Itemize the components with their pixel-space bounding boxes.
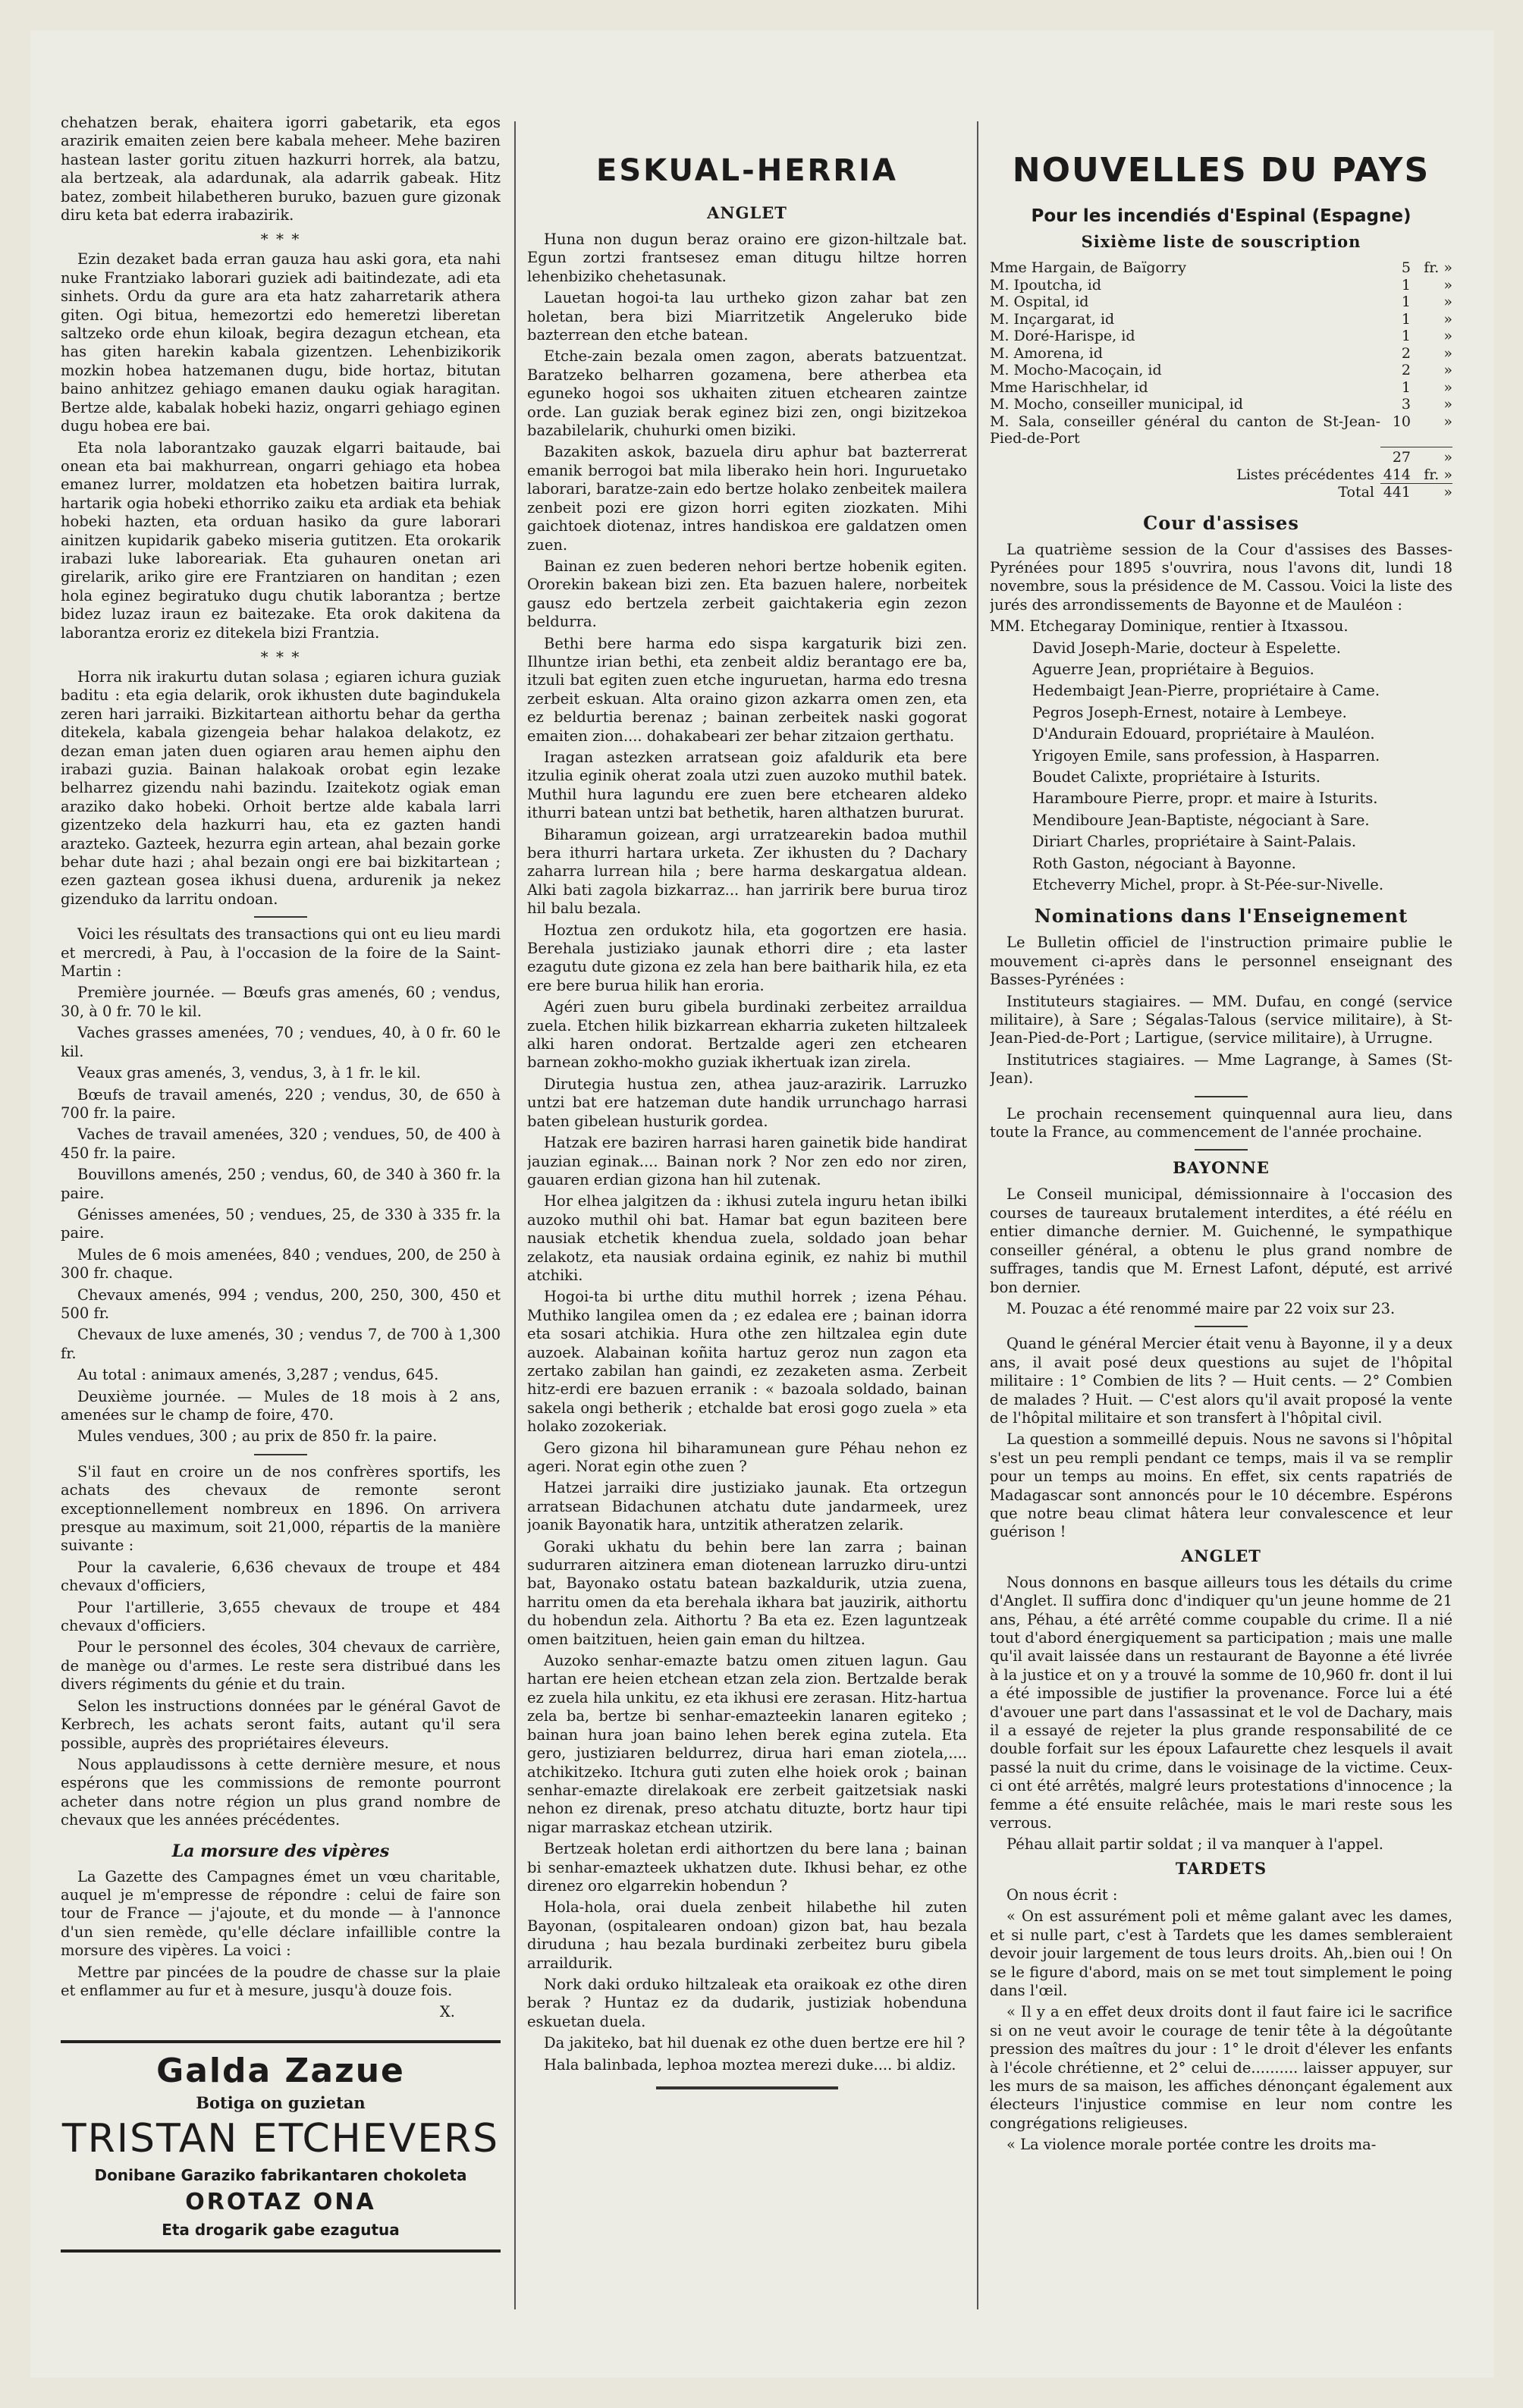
mercier-paragraph: Quand le général Mercier était venu à Bayonne, il y a deux ans, il avait posé deux questions au sujet de l'hôpital militaire : 1° Combien de lits ? — Huit cents. — 2° Combien de malades ? Huit. — C'est alors qu'il avait proposé la vente de l'hôpital militaire et son transfert à l'hôpital civil. [990,1335,1452,1427]
subtotal-amount: 27 [1380,447,1411,466]
column-left [61,114,501,2332]
juror-item: Aguerre Jean, propriétaire à Beguios. [1032,660,1314,678]
market-paragraph: Au total : animaux amenés, 3,287 ; vendus, 645. [77,1366,439,1384]
nominations-heading: Nominations dans l'Enseignement [1034,905,1408,928]
juror-item: Diriart Charles, propriétaire à Saint-Palais. [1032,833,1357,851]
total-label: Total [1338,483,1374,501]
short-divider [254,916,307,918]
nominations-paragraph: Institutrices stagiaires. — Mme Lagrange, à Sames (St-Jean). [990,1050,1452,1088]
row-amount: 2 [1401,344,1411,362]
horses-paragraph: Pour le personnel des écoles, 304 chevaux de carrière, de manège ou d'armes. Le reste sera distribué dans les divers régiments du génie et du train. [61,1638,501,1694]
paragraph: Agéri zuen buru gibela burdinaki zerbeitez arraildua zuela. Etchen hilik bizkarrean ekharria zuketen hiltzaleek alki haren ondorat. Bertzalde ageri zen etchearen barnean zokho-mokho guziak ikhertuak izan zirela. [527,998,967,1072]
horses-paragraph: S'il faut en croire un de nos confrères sportifs, les achats des chevaux de remonte seront exceptionnellement nombreux en 1896. On arrivera presque au maximum, soit 21,000, répartis de la manière suivante : [61,1462,501,1555]
row-name: M. Mocho-Macoçain, id [990,362,1162,378]
ad-name: TRISTAN ETCHEVERS [61,2115,500,2162]
juror-item: Haramboure Pierre, propr. et maire à Isturits. [1032,790,1378,808]
row-unit: » [1443,310,1452,328]
paragraph: Hoztua zen ordukotz hila, eta gogortzen ere hasia. Berehala justiziako jaunak ethorri dire ; eta laster ezagutu dute gizona ez zela han bere baitharik hila, ez eta ere bere burua hilik han eroria. [527,921,967,994]
paragraph: Auzoko senhar-emazte batzu omen zituen lagun. Gau hartan ere heien etchean etzan zela zion. Bertzalde berak ez zuela hila unkitu, ez eta ikhusi ere zerasan. Hitz-hartua zela ba, bertze bi senhar-emazteekin lanaren egiteko ; bainan hura joan baino lehen berek egina zutela. Eta gero, justiziaren beldurrez, dirua hari eman ziotela,.... atchikitzeko. Itchura guti zuten elhe hoiek orok ; bainan senhar-emazte direlakoak ere zerbeit gaitzetsiak naski nehon ez direnak, preso atchatu dituzte, bortz haur tipi nigar marraskaz etchean utzirik. [527,1652,967,1836]
market-paragraph: Chevaux amenés, 994 ; vendus, 200, 250, 300, 450 et 500 fr. [61,1286,501,1322]
tardets-paragraph: On nous écrit : [1006,1885,1118,1904]
end-divider [656,2086,838,2089]
ad-line: Donibane Garaziko fabrikantaren chokoleta [94,2165,467,2184]
juror-item: Mendiboure Jean-Baptiste, négociant à Sare. [1032,811,1370,829]
bayonne-heading: BAYONNE [1173,1158,1270,1178]
bayonne-paragraph: M. Pouzac a été renommé maire par 22 voix sur 23. [1006,1299,1396,1317]
table-row [990,277,1452,294]
paragraph: Goraki ukhatu du behin bere lan zarra ; bainan sudurraren aitzinera eman diotenean larruzko diru-untzi bat, Bayonako ostatu batean bazkaldurik, utzia zuena, harritu omen da eta berehala ikhara bat jauzirik, aithortu du hobendun zela. Aithortu ? Ba eta ez. Ezen laguntzeak omen baitzituen, heien gain eman du hiltzea. [527,1537,967,1648]
row-amount: 5 [1401,259,1411,276]
paragraph: Iragan astezken arratsean goiz afaldurik eta bere itzulia eginik oherat zoala utzi zuen auzoko muthil batek. Muthil hura lagundu ere zuen bere etchearen aldeko ithurri batean untzi bat bethetik, haren althatzen bururat. [527,748,967,822]
census-paragraph: Le prochain recensement quinquennal aura lieu, dans toute la France, au commencement de l'année prochaine. [990,1104,1452,1141]
paragraph: Nork daki orduko hiltzaleak eta oraikoak ez othe diren berak ? Huntaz ez da dudarik, justiziak hobenduna eskuetan duela. [527,1975,967,2030]
subscription-table [990,259,1452,501]
table-row [990,413,1452,447]
column-right [990,114,1452,2332]
vipers-heading: La morsure des vipères [171,1841,390,1861]
intro-paragraph: chehatzen berak, ehaitera igorri gabetarik, eta egos arazirik emaiten zeien bere kabala meheer. Mehe baziren hastean laster goritu zituen hazkurri horrek, ala batzu, ala bertzeak, ala adardunak, ala adarrik gabeak. Hitz batez, zombeit hilabetheren buruko, bazuen gure gizonak diru keta bat ederra irabazirik. [61,114,501,224]
row-name: M. Mocho, conseiller municipal, id [990,396,1243,413]
paragraph: Lauetan hogoi-ta lau urtheko gizon zahar bat zen holetan, bera bizi Miarritzetik Angeleruko bide bazterrean den etche batean. [527,289,967,344]
ad-brand: OROTAZ ONA [185,2188,376,2215]
short-divider [1195,1096,1248,1097]
row-name: M. Sala, conseiller général du canton de St-Jean-Pied-de-Port [990,413,1380,447]
row-name: Mme Harischhelar, id [990,378,1148,396]
paragraph: Hatzei jarraiki dire justiziako jaunak. Eta ortzegun arratsean Bidachunen atchatu dute jandarmeek, urez joanik Bayonatik hara, untzitik atheratzen zelarik. [527,1479,967,1534]
market-paragraph: Voici les résultats des transactions qui ont eu lieu mardi et mercredi, à Pau, à l'occasion de la foire de la Saint-Martin : [61,925,501,981]
juror-item: Pegros Joseph-Ernest, notaire à Lembeye. [1032,703,1347,721]
table-row [990,396,1452,413]
vipers-signature: X. [439,2003,455,2021]
market-paragraph: Chevaux de luxe amenés, 30 ; vendus 7, de 700 à 1,300 fr. [61,1326,501,1362]
column-rule-right [977,121,978,2309]
juror-item: Roth Gaston, négociant à Bayonne. [1032,854,1296,872]
subtotal-unit: » [1411,447,1452,466]
row-unit: » [1443,276,1452,294]
row-amount: 2 [1401,362,1411,378]
paragraph: Hola-hola, orai duela zenbeit hilabethe hil zuten Bayonan, (ospitalearen ondoan) gizon bat, hau bezala diruduna ; hau bezala burdinaki zerbeitez buru gibela arraildurik. [527,1898,967,1972]
row-unit: » [1443,378,1452,396]
paragraph: Eta nola laborantzako gauzak elgarri baitaude, bai onean eta bai makhurrean, ongarri gehiago eta hobea emanez lurrer, moldatzen eta hobetzen baitira lurrak, hartarik ogia hobeki ethorriko zaiku eta ardiak eta behiak hobeki hazten, eta orduan hasiko da gure laborari ainitzen kupidarik gabeko miseria gutitzen. Eta orokarik irabazi luke laboreariak. Eta guhauren onetan ari girelarik, ariko gire ere Frantziaren on handitan ; ezen hola eginez begiratuko dugu chutik laborantza ; bertze bidez luzaz iraun ez baitezake. Eta orok dakitena da laborantza eroriz ez ditekela bizi Frantzia. [61,438,501,642]
paragraph: Hor elhea jalgitzen da : ikhusi zutela inguru hetan ibilki auzoko muthil ohi bat. Hamar bat egun baziteen bere nausiak etchetik khendua zuela, soldado joan behar zelakotz, eta nausiak ordaina eginik, ez nahiz bi muthil atchiki. [527,1192,967,1284]
fire-subheading: Sixième liste de souscription [1081,232,1361,251]
advertisement [61,2040,501,2253]
ad-frame [61,2040,501,2253]
previous-amount: 414 [1383,466,1411,483]
table-row [990,379,1452,397]
market-paragraph: Vaches de travail amenées, 320 ; vendues, 50, de 400 à 450 fr. la paire. [61,1126,501,1162]
table-row [990,328,1452,345]
short-divider [254,1454,307,1455]
tardets-paragraph: « On est assurément poli et même galant avec les dames, et si nulle part, c'est à Tardets que les dames sembleraient devoir jouir largement de tous leurs droits. Ah,.bien oui ! On se le figure d'abord, mais on se met tout simplement le poing dans l'œil. [990,1907,1452,1999]
juror-item: Yrigoyen Emile, sans profession, à Hasparren. [1032,746,1380,764]
column-middle [527,114,967,2332]
market-paragraph: Veaux gras amenés, 3, vendus, 3, à 1 fr. le kil. [77,1064,421,1082]
tardets-paragraph: « Il y a en effet deux droits dont il faut faire ici le sacrifice si on ne veut avoir le courage de tenir tête à la dégoûtante pression des maîtres du jour : 1° le droit d'élever les enfants à l'école chrétienne, et 2° celui de.......... laisser appuyer, sur les murs de sa maison, les affiches dénonçant également aux électeurs l'injustice commise en leur nom contre les congrégations religieuses. [990,2003,1452,2132]
short-divider [1195,1326,1248,1327]
table-row [990,294,1452,311]
paragraph: Bainan ez zuen bederen nehori bertze hobenik egiten. Ororekin bakean bizi zen. Eta bazuen halere, norbeitek gausz edo bertzela zerbeit gaichtakeria egin zezon beldurra. [527,557,967,631]
row-unit: » [1443,413,1452,430]
table-row [990,311,1452,328]
paragraph: Hatzak ere baziren harrasi haren gainetik bide handirat jauzian eginak.... Bainan nork ? Nor zen edo nor ziren, gauaren erdian gizona han hil zutenak. [527,1134,967,1188]
vipers-paragraph: La Gazette des Campagnes émet un vœu charitable, auquel je m'empresse de répondre : celui de faire son tour de France — j'ajoute, et du monde — à l'annonce d'un sien remède, qu'elle déclare infaillible contre la morsure des vipères. La voici : [61,1867,501,1960]
row-unit: » [1443,362,1452,378]
row-unit: » [1443,396,1452,413]
paragraph: Ezin dezaket bada erran gauza hau aski gora, eta nahi nuke Frantziako laborari guziek adi baitindezate, adi eta sinhets. Ordu da gure ara eta hatz zaharretarik athera giten. Ogi bitua, hemezortzi edo hemeretzi liberetan saltzeko orde ehun kiloak, begira dezagun etchean, eta has giten harekin kabala gizentzen. Lehenbizikorik mozkin hobea hatzemanen dugu, bide hortaz, bitutan baino anhitzez gehiago emanen dauku ogiak haragitan. Bertze alde, kabalak hobeki haziz, ongarri gehiago eginen dugu hobea ere bai. [61,250,501,435]
mercier-paragraph: La question a sommeillé depuis. Nous ne savons si l'hôpital s'est un peu rempli pendant ce temps, mais il va se remplir pour un temps au moins. En effet, six cents rapatriés de Madagascar sont annoncés pour le 10 décembre. Espérons que notre beau climat hâtera leur convalescence et leur guérison ! [990,1430,1452,1541]
ad-tagline: Eta drogarik gabe ezagutua [162,2220,400,2239]
anglet-paragraph: Péhau allait partir soldat ; il va manquer à l'appel. [1006,1835,1383,1854]
vipers-paragraph: Mettre par pincées de la poudre de chasse sur la plaie et enflammer au fur et à mesure, jusqu'à douze fois. [61,1963,501,1999]
bayonne-paragraph: Le Conseil municipal, démissionnaire à l'occasion des courses de taureaux brutalement interdites, a été réélu en entier dimanche dernier. M. Guichenné, le sympathique conseiller général, a obtenu le plus grand nombre de suffrages, tandis que M. Ernest Lafont, député, est arrivé bon dernier. [990,1185,1452,1296]
row-amount: 3 [1401,396,1411,413]
assises-heading: Cour d'assises [1143,511,1299,534]
paragraph: Etche-zain bezala omen zagon, aberats batzuentzat. Baratzeko belharren gozamena, bere atherbea eta eguneko hogoi sos ukhaiten zituen etchearen zaintze orde. Lan guziak berak eginez bizi zen, ongi bizitzekoa bazabilelarik, chuhurki omen biziki. [527,347,967,440]
separator-stars: * * * [260,647,301,666]
row-amount: 1 [1401,276,1411,294]
paragraph: Bethi bere harma edo sispa kargaturik bizi zen. Ilhuntze irian bethi, eta zenbeit aldiz berantago ere ba, itzuli bat egiten zuen etche inguruetan, harma edo tresna zerbeit eskuan. Alta oraino gizon azkarra omen zen, eta ez beldurtia berenaz ; bainan zerbeitek naski gogorat emaiten zion.... dohakabeari zer behar zitzaion gerthatu. [527,634,967,745]
ad-title: Galda Zazue [156,2051,405,2090]
nominations-paragraph: Le Bulletin officiel de l'instruction primaire publie le mouvement ci-après dans le personnel enseignant des Basses-Pyrénées : [990,934,1452,989]
fire-heading: Pour les incendiés d'Espinal (Espagne) [1031,206,1412,226]
row-unit: » [1443,344,1452,362]
paragraph: Huna non dugun beraz oraino ere gizon-hiltzale bat. Egun zortzi frantsesez eman ditugu hiltze horren lehenbiziko chehetasunak. [527,231,967,285]
paragraph: Hogoi-ta bi urthe ditu muthil horrek ; izena Péhau. Muthiko langilea omen da ; ez edalea ere ; bainan idorra eta sosari atchikia. Hura othe zen hiltzalea egin dute auzoek. Alabainan koñita hartuz geroz nun zagon eta zertako zabilan han gaindi, ez zezaketen asma. Zerbeit hitz-erdi ere bazuen erranik : « bazoala soldado, bainan sakela ongi betherik ; etchalde bat erosi gogo zuela » eta holako zozokeriak. [527,1288,967,1436]
row-name: M. Doré-Harispe, id [990,328,1135,344]
horses-paragraph: Pour l'artillerie, 3,655 chevaux de troupe et 484 chevaux d'officiers. [61,1598,501,1635]
paragraph: Hala balinbada, lephoa moztea merezi duke.... bi aldiz. [544,2055,956,2074]
anglet-paragraph: Nous donnons en basque ailleurs tous les détails du crime d'Anglet. Il suffira donc d'indiquer qu'un jeune homme de 21 ans, Péhau, a été arrêté comme coupable du crime. Il a nié tout d'abord énergiquement sa participation ; mais une malle qu'il avait laissée dans un restaurant de Bayonne a été livrée à la justice et on y a trouvé la somme de 10,960 fr. dont il lui a été impossible de justifier la provenance. Force lui a été d'avouer une part dans l'assassinat et le vol de Dachary, mais il a essayé de rejeter la plus grande responsabilité de ce double forfait sur les époux Lafaurette chez lesquels il avait passé la nuit du crime, dans le voisinage de la victime. Ceux-ci ont été arrêtés, malgré leurs protestations d'innocence ; la femme a été ensuite relâchée, mais le mari reste sous les verrous. [990,1573,1452,1832]
market-paragraph: Deuxième journée. — Mules de 18 mois à 2 ans, amenées sur le champ de foire, 470. [61,1387,501,1424]
row-amount: 1 [1401,294,1411,310]
horses-paragraph: Nous applaudissons à cette dernière mesure, et nous espérons que les commissions de remonte pourront acheter dans notre région un plus grand nombre de chevaux que les années précédentes. [61,1755,501,1829]
juror-first: MM. Etchegaray Dominique, rentier à Itxassou. [990,617,1349,636]
market-paragraph: Vaches grasses amenées, 70 ; vendues, 40, à 0 fr. 60 le kil. [61,1024,501,1060]
juror-item: David Joseph-Marie, docteur à Espelette. [1032,639,1341,657]
table-row [990,345,1452,363]
row-unit: » [1443,328,1452,344]
market-paragraph: Bouvillons amenés, 250 ; vendus, 60, de 340 à 360 fr. la paire. [61,1166,501,1202]
row-amount: 1 [1401,310,1411,328]
market-paragraph: Bœufs de travail amenés, 220 ; vendus, 30, de 650 à 700 fr. la paire. [61,1085,501,1122]
row-amount: 10 [1392,413,1411,430]
subtotal-row [990,447,1452,466]
market-paragraph: Génisses amenées, 50 ; vendues, 25, de 330 à 335 fr. la paire. [61,1205,501,1242]
row-name: M. Ipoutcha, id [990,276,1102,294]
section-heading-anglet: ANGLET [707,203,787,222]
ad-subtitle: Botiga on guzietan [196,2092,366,2112]
previous-unit: fr. » [1424,466,1452,483]
newspaper-page [30,30,1494,2378]
assises-intro: La quatrième session de la Cour d'assises des Basses-Pyrénées pour 1895 s'ouvrira, nous l'avons dit, lundi 18 novembre, sous la présidence de M. Cassou. Voici la liste des jurés des arrondissements de Bayonne et de Mauléon : [990,540,1452,614]
previous-label: Listes précédentes [1236,466,1374,483]
previous-row [990,466,1452,484]
row-name: M. Amorena, id [990,344,1103,362]
anglet-heading: ANGLET [1181,1546,1261,1565]
row-name: Mme Hargain, de Baïgorry [990,259,1186,276]
juror-item: Boudet Calixte, propriétaire à Isturits. [1032,768,1320,786]
paragraph: Gero gizona hil biharamunean gure Péhau nehon ez ageri. Norat egin othe zuen ? [527,1439,967,1475]
column-rule-left [514,121,516,2309]
paragraph: Dirutegia hustua zen, athea jauz-arazirik. Larruzko untzi bat ere hatzeman dute handik urrunchago harrasi baten gibelean husturik gordea. [527,1075,967,1130]
masthead-eskual-herria: ESKUAL-HERRIA [596,153,898,188]
tardets-paragraph: « La violence morale portée contre les droits ma- [1006,2136,1377,2154]
juror-item: D'Andurain Edouard, propriétaire à Mauléon. [1032,725,1375,743]
row-amount: 1 [1401,328,1411,344]
horses-paragraph: Pour la cavalerie, 6,636 chevaux de troupe et 484 chevaux d'officiers, [61,1558,501,1595]
paragraph: Da jakiteko, bat hil duenak ez othe duen bertze ere hil ? [544,2034,966,2052]
table-row [990,259,1452,277]
paragraph: Biharamun goizean, argi urratzearekin badoa muthil bera ithurri hartara urketa. Zer ikhusten du ? Dachary zaharra lurrean hila ; bere harma deskargatua aldean. Alki bati zagola bizkarraz... han jarririk bere burua tiroz hil balu bezala. [527,825,967,918]
juror-item: Etcheverry Michel, propr. à St-Pée-sur-Nivelle. [1032,876,1384,893]
tardets-heading: TARDETS [1175,1858,1267,1878]
market-paragraph: Première journée. — Bœufs gras amenés, 60 ; vendus, 30, à 0 fr. 70 le kil. [61,984,501,1020]
row-amount: 1 [1401,378,1411,396]
total-row [990,484,1452,501]
juror-item: Hedembaigt Jean-Pierre, propriétaire à Came. [1032,682,1380,700]
market-paragraph: Mules vendues, 300 ; au prix de 850 fr. la paire. [77,1427,438,1446]
separator-stars: * * * [260,230,301,249]
total-unit: » [1411,484,1452,501]
row-unit: fr. » [1424,259,1452,276]
masthead-nouvelles: NOUVELLES DU PAYS [1012,151,1430,190]
paragraph: Bazakiten askok, bazuela diru aphur bat bazterrerat emanik berrogoi bat mila liberako hein hori. Inguruetako laborari, baratze-zain edo bertze holako zenbeitek mailera zenbeit pozi ere gizon horri egiten ziozkaten. Mihi gaichtoek diotenaz, intres handiskoa ere galdatzen omen zuen. [527,443,967,554]
nominations-paragraph: Instituteurs stagiaires. — MM. Dufau, en congé (service militaire), à Sare ; Ségalas-Talous (service militaire), à St-Jean-Pied-de-Port ; Lartigue, (service militaire), à Urrugne. [990,992,1452,1047]
total-amount: 441 [1380,484,1411,501]
short-divider [1195,1149,1248,1151]
row-name: M. Ospital, id [990,294,1089,310]
row-unit: » [1443,294,1452,310]
table-row [990,362,1452,379]
row-name: M. Inçargarat, id [990,310,1115,328]
market-paragraph: Mules de 6 mois amenées, 840 ; vendues, 200, de 250 à 300 fr. chaque. [61,1245,501,1282]
horses-paragraph: Selon les instructions données par le général Gavot de Kerbrech, les achats seront faits, autant qu'il sera possible, auprès des propriétaires éleveurs. [61,1697,501,1752]
paragraph: Bertzeak holetan erdi aithortzen du bere lana ; bainan bi senhar-emazteek ukhatzen dute. Ikhusi behar, ez othe direnez oro elgarrekin hobendun ? [527,1840,967,1895]
paragraph: Horra nik irakurtu dutan solasa ; egiaren ichura guziak baditu : eta egia delarik, orok ikhusten dute bagindukela zeren hari jarraiki. Bizkitartean aithortu behar da gertha ditekela, kabala gizengeia behar halakoa delakotz, ez dezan eman jaten duen ogiaren arau hemen aiphu den irabazi guzia. Bainan halakoak orobat egin lezake belharrez gizendu nahi bazindu. Izaitekotz ogiak eman araziko dako hobeki. Orhoit bertze alde kabala larri gizentzeko dela hazkurri hau, eta ez gazten handi arazteko. Gazteek, hezurra egin artean, ahal bezain gorke behar dute hazi ; ahal bezain ongi ere bai bizkitartean ; ezen gaztean gosea ikhusi duena, ardurenik ja nekez gizenduko da larritu ondoan. [61,667,501,908]
